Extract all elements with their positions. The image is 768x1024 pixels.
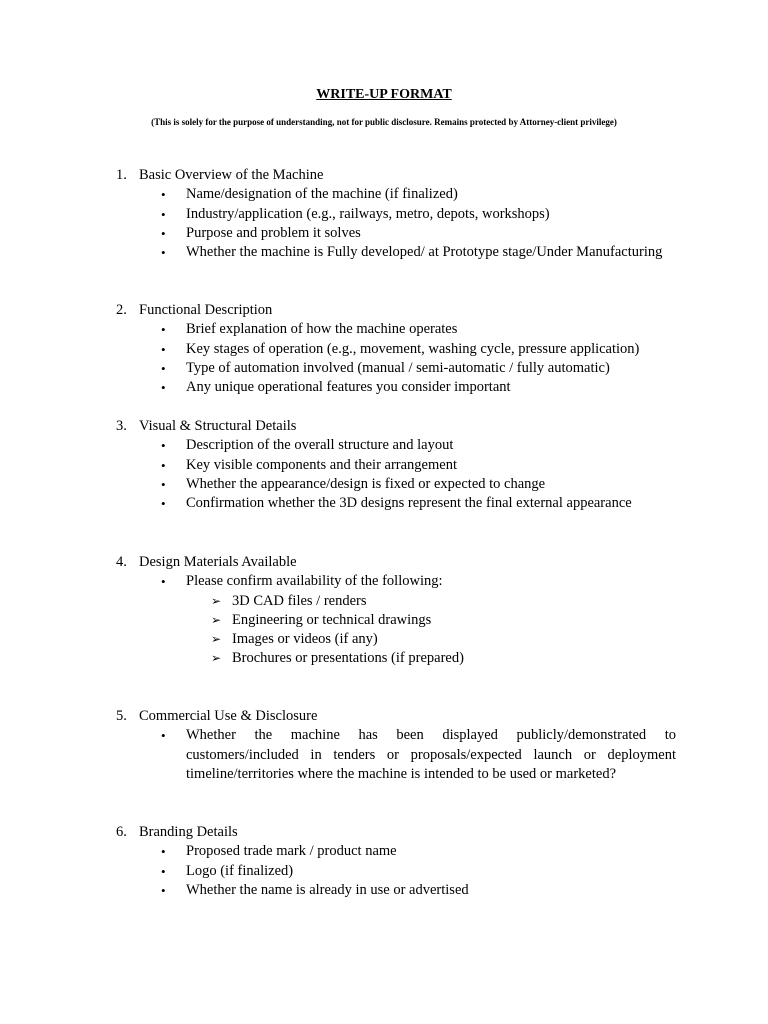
bullet-icon: • <box>161 438 166 454</box>
list-item-text: Description of the overall structure and layout <box>186 437 454 454</box>
list-item-text: Confirmation whether the 3D designs represent the final external appearance <box>186 495 632 512</box>
list-item <box>116 243 676 262</box>
bullet-icon: • <box>161 457 166 473</box>
list-item-text: Key visible components and their arrangement <box>186 456 457 473</box>
section-number: 6. <box>116 824 127 840</box>
bullet-icon: • <box>161 206 166 222</box>
list-item <box>116 726 676 784</box>
list-item <box>116 340 676 359</box>
bullet-icon: • <box>161 187 166 203</box>
list-item <box>116 475 676 494</box>
bullet-list <box>116 436 676 513</box>
list-item <box>116 494 676 513</box>
section-heading <box>116 166 676 185</box>
bullet-list <box>116 726 676 784</box>
section-functional-description <box>116 301 676 397</box>
bullet-icon: • <box>161 380 166 396</box>
list-item-text: Brief explanation of how the machine operates <box>186 321 458 338</box>
bullet-list <box>116 185 676 262</box>
list-item-text: Logo (if finalized) <box>186 862 294 879</box>
bullet-icon: • <box>161 496 166 512</box>
list-item-text: Proposed trade mark / product name <box>186 843 397 860</box>
list-item-text: Industry/application (e.g., railways, metro, depots, workshops) <box>186 205 550 222</box>
list-item <box>116 572 676 591</box>
section-number: 4. <box>116 554 127 570</box>
section-basic-overview <box>116 166 676 262</box>
sub-list-item <box>116 592 676 611</box>
list-item <box>116 205 676 224</box>
section-heading <box>116 823 676 842</box>
list-item-text: Whether the appearance/design is fixed or expected to change <box>186 475 546 492</box>
list-item <box>116 842 676 861</box>
section-number: 1. <box>116 167 127 183</box>
list-item-text: Any unique operational features you consider important <box>186 379 511 396</box>
list-item-text: Key stages of operation (e.g., movement, washing cycle, pressure application) <box>186 340 640 357</box>
section-heading <box>116 417 676 436</box>
list-item <box>116 881 676 900</box>
bullet-icon: • <box>161 322 166 338</box>
bullet-icon: • <box>161 863 166 879</box>
bullet-icon: • <box>161 341 166 357</box>
section-heading-text: Basic Overview of the Machine <box>139 167 324 183</box>
bullet-icon: • <box>161 476 166 492</box>
bullet-icon: • <box>161 245 166 261</box>
section-number: 3. <box>116 418 127 434</box>
list-item-text: Please confirm availability of the following: <box>186 573 443 590</box>
section-visual-structural-details <box>116 417 676 513</box>
bullet-icon: • <box>161 728 166 744</box>
section-heading <box>116 301 676 320</box>
bullet-icon: • <box>161 574 166 590</box>
list-item <box>116 378 676 397</box>
list-item <box>116 224 676 243</box>
list-item-text: Purpose and problem it solves <box>186 224 361 241</box>
section-design-materials <box>116 553 676 669</box>
section-heading-text: Branding Details <box>139 824 238 840</box>
list-item <box>116 359 676 378</box>
list-item-text: Whether the machine is Fully developed/ at Prototype stage/Under Manufacturing <box>186 244 663 261</box>
page-title: WRITE-UP FORMAT <box>316 87 452 102</box>
bullet-icon: • <box>161 882 166 898</box>
list-item-text: Whether the machine has been displayed publicly/demonstrated to customers/included in tenders or proposals/expected launch or deployment timeline/territories where the machine is intended to be used or marketed? <box>186 727 676 782</box>
sub-list-item <box>116 611 676 630</box>
section-commercial-use <box>116 707 676 784</box>
bullet-list <box>116 842 676 900</box>
section-heading-text: Functional Description <box>139 302 273 318</box>
section-number: 5. <box>116 708 127 724</box>
sub-list-item-text: 3D CAD files / renders <box>232 592 367 609</box>
section-heading-text: Visual & Structural Details <box>139 418 297 434</box>
section-heading <box>116 553 676 572</box>
bullet-list <box>116 572 676 591</box>
list-item-text: Type of automation involved (manual / semi-automatic / fully automatic) <box>186 359 610 376</box>
sub-list-item <box>116 630 676 649</box>
list-item <box>116 456 676 475</box>
section-heading <box>116 707 676 726</box>
list-item-text: Whether the name is already in use or advertised <box>186 881 469 898</box>
sub-list-item-text: Images or videos (if any) <box>232 631 378 648</box>
list-item <box>116 436 676 455</box>
list-item-text: Name/designation of the machine (if finalized) <box>186 186 458 203</box>
list-item <box>116 185 676 204</box>
arrow-bullet-icon: ➢ <box>211 632 222 647</box>
arrow-bullet-icon: ➢ <box>211 593 222 608</box>
section-heading-text: Commercial Use & Disclosure <box>139 708 318 724</box>
bullet-list <box>116 320 676 397</box>
list-item <box>116 862 676 881</box>
section-branding-details <box>116 823 676 900</box>
arrow-bullet-icon: ➢ <box>211 612 222 627</box>
bullet-icon: • <box>161 844 166 860</box>
privilege-notice: (This is solely for the purpose of understanding, not for public disclosure. Remains protected by Attorney-client privilege) <box>151 117 617 127</box>
list-item <box>116 320 676 339</box>
sub-list <box>116 592 676 669</box>
sub-list-item-text: Brochures or presentations (if prepared) <box>232 650 464 667</box>
section-number: 2. <box>116 302 127 318</box>
sub-list-item-text: Engineering or technical drawings <box>232 611 432 628</box>
bullet-icon: • <box>161 225 166 241</box>
section-heading-text: Design Materials Available <box>139 554 297 570</box>
sub-list-item <box>116 649 676 668</box>
bullet-icon: • <box>161 360 166 376</box>
arrow-bullet-icon: ➢ <box>211 651 222 666</box>
